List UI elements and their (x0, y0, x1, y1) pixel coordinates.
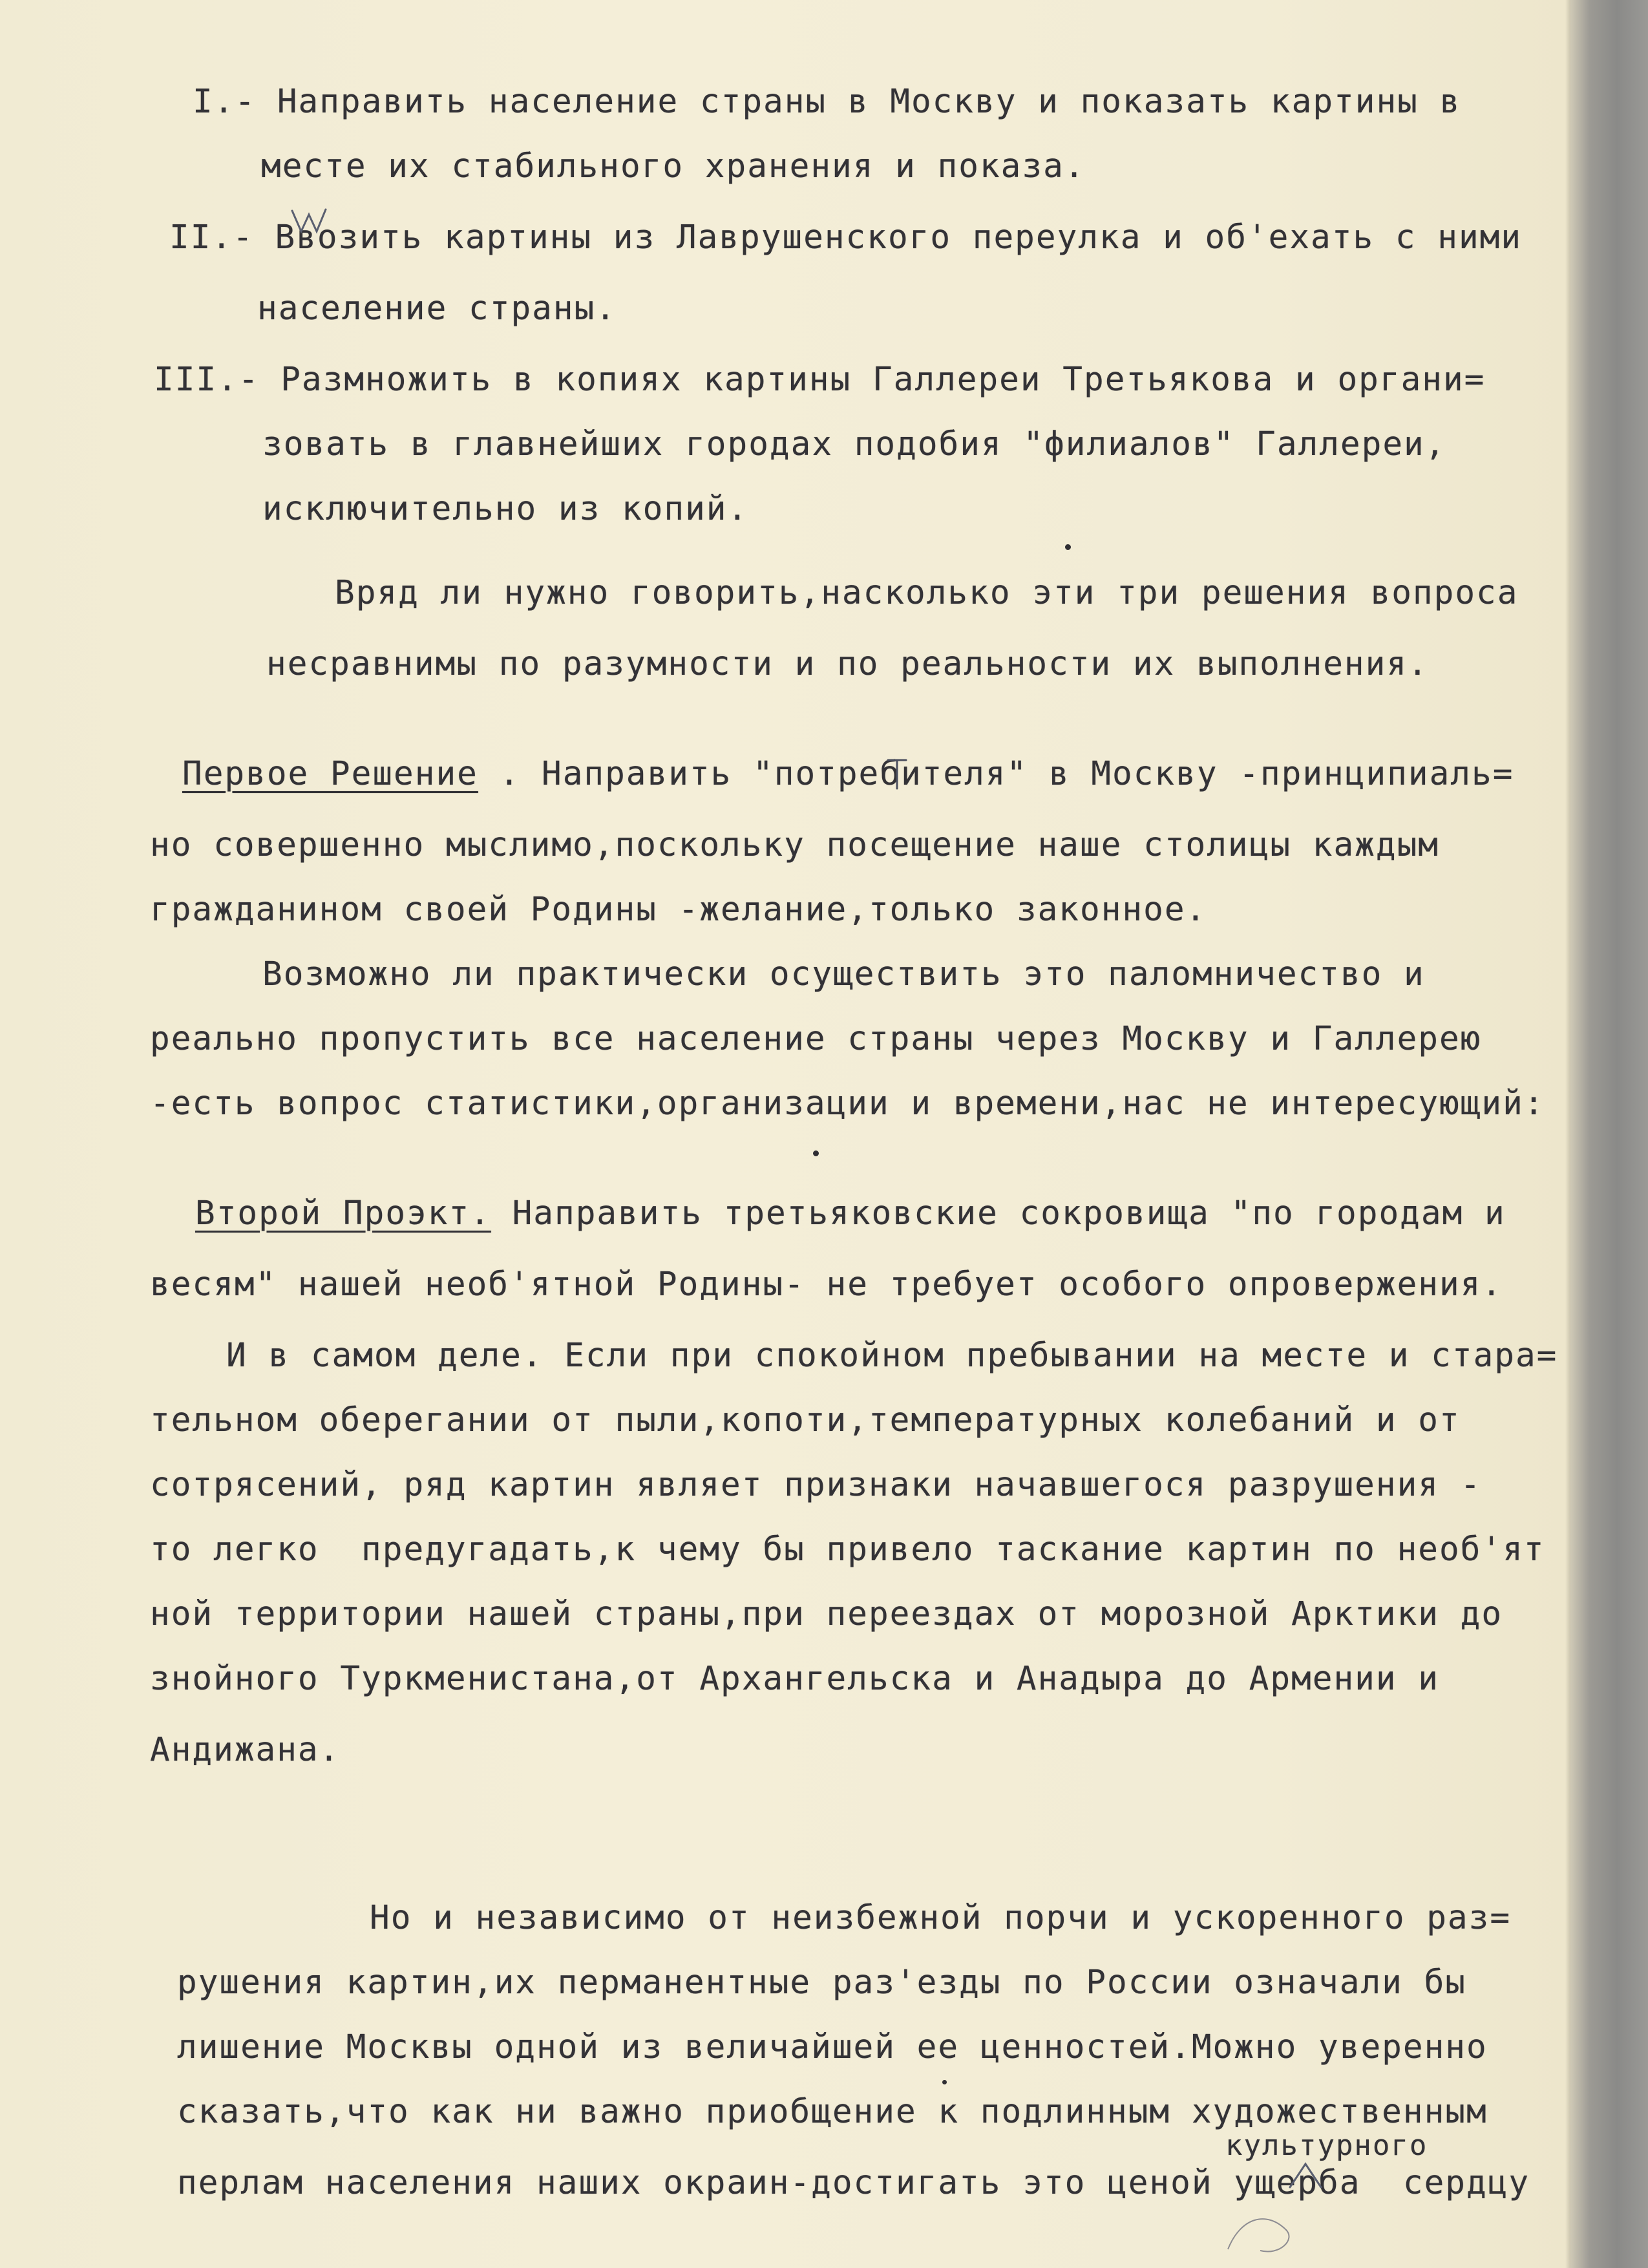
text-line-8: Вряд ли нужно говорить,насколько эти три решения вопроса (335, 574, 1519, 612)
text-line-10-rest: . Направить "потребителя" в Москву -принципиаль= (478, 755, 1514, 793)
text-line-5: III.- Размножить в копиях картины Галлереи Третьякова и органи= (154, 361, 1486, 399)
text-line-18: И в самом деле. Если при спокойном пребывании на месте и стара= (226, 1337, 1558, 1375)
text-line-1: I.- Направить население страны в Москву и показать картины в (193, 83, 1461, 121)
text-line-24: Андижана. (150, 1731, 341, 1769)
text-line-19: тельном оберегании от пыли,копоти,температурных колебаний и от (150, 1401, 1461, 1439)
text-line-3: II.- Ввозить картины из Лаврушенского переулка и об'ехать с ними (169, 218, 1523, 257)
heading-first-decision: Первое Решение (182, 755, 478, 793)
text-line-16 (195, 1194, 1506, 1233)
text-line-21: то легко предугадать,к чему бы привело таскание картин по необ'ят (150, 1531, 1545, 1569)
ink-dot (942, 2080, 947, 2084)
text-line-17: весям" нашей необ'ятной Родины- не требует особого опровержения. (150, 1266, 1503, 1304)
text-line-7: исключительно из копий. (262, 490, 749, 528)
text-line-22: ной территории нашей страны,при переездах от морозной Арктики до (150, 1595, 1503, 1633)
text-line-28: сказать,что как ни важно приобщение к подлинным художественным (177, 2093, 1488, 2131)
text-line-2: месте их стабильного хранения и показа. (261, 147, 1086, 185)
text-line-10 (182, 755, 1514, 794)
text-line-25: Но и независимо от неизбежной порчи и ускоренного раз= (370, 1899, 1512, 1937)
text-line-20: сотрясений, ряд картин являет признаки начавшегося разрушения - (150, 1466, 1482, 1504)
pencil-scribble-mark (1215, 2178, 1305, 2262)
text-line-23: знойного Туркменистана,от Архангельска и Анадыра до Армении и (150, 1660, 1439, 1698)
heading-second-project: Второй Проэкт. (195, 1194, 491, 1233)
ink-dot (813, 1150, 819, 1156)
scan-background-strip (1570, 0, 1648, 2268)
text-line-6: зовать в главнейших городах подобия "филиалов" Галлереи, (262, 425, 1446, 463)
text-line-9: несравнимы по разумности и по реальности их выполнения. (266, 645, 1429, 683)
ink-dot (1065, 544, 1071, 550)
text-line-15: -есть вопрос статистики,организации и времени,нас не интересующий: (150, 1085, 1545, 1123)
text-line-29: перлам населения наших окраин-достигать это ценой ущерба сердцу (177, 2164, 1530, 2202)
text-line-27: лишение Москвы одной из величайшей ее ценностей.Можно уверенно (177, 2028, 1488, 2066)
typed-insertion-above-line: культурного (1225, 2129, 1428, 2162)
handwritten-v-correction-mark (290, 206, 328, 238)
text-line-16-rest: Направить третьяковские сокровища "по городам и (491, 1194, 1506, 1233)
handwritten-t-correction-mark (884, 752, 910, 791)
text-line-11: но совершенно мыслимо,поскольку посещение наше столицы каждым (150, 826, 1439, 864)
text-line-4: население страны. (257, 290, 617, 328)
text-line-14: реально пропустить все население страны через Москву и Галлерею (150, 1020, 1482, 1058)
text-line-26: рушения картин,их перманентные раз'езды по России означали бы (177, 1964, 1466, 2002)
text-line-12: гражданином своей Родины -желание,только законное. (150, 891, 1207, 929)
text-line-13: Возможно ли практически осуществить это паломничество и (262, 955, 1425, 993)
